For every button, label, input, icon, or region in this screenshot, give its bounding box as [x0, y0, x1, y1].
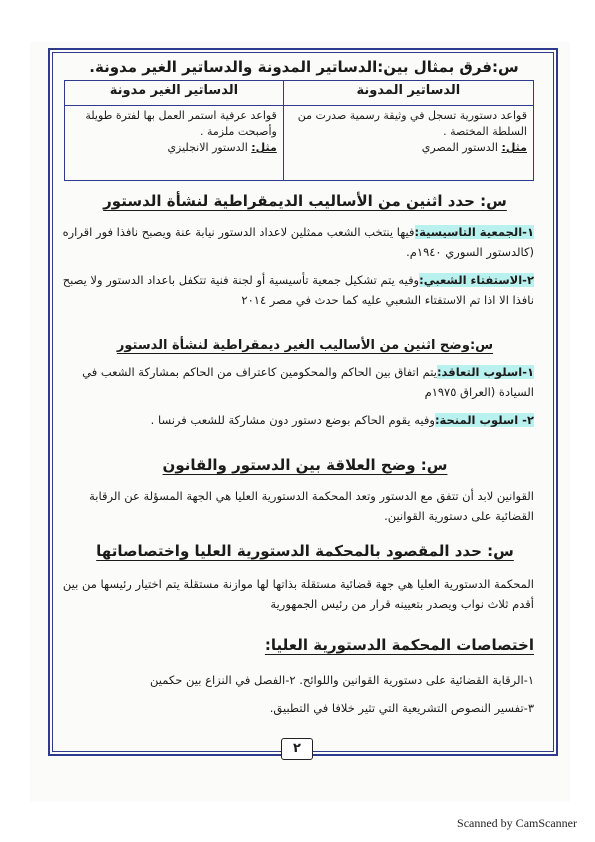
scanner-watermark: Scanned by CamScanner [457, 816, 577, 830]
written-example: الدستور المصري [421, 141, 498, 154]
q2-item2: ٢-الاستفتاء الشعبي:وفيه يتم تشكيل جمعية تأسيسية أو لجنة فنية تتكفل باعداد الدستور ولا يصبح نافذا الا اذا تم الاستفتاء الشعبي عليه كما حدث في مصر ٢٠١٤ [62, 273, 534, 307]
unwritten-example-label: مثل: [251, 141, 277, 154]
page-number: ٢ [281, 738, 313, 760]
cell-unwritten [65, 106, 284, 181]
col-header-unwritten: الدساتير الغير مدونة [65, 81, 284, 106]
cell-written [283, 106, 533, 181]
q5-item1: ١-الرقابة القضائية على دستورية القوانين واللوائح. ٢-الفصل في النزاع بين حكمين [150, 673, 534, 687]
q2-item1: ١-الجمعية التاسيسية:فيها ينتخب الشعب ممثلين لاعداد الدستور نيابة عنة ويصبح نافذا فور اقراره (كالدستور السوري ١٩٤٠م. [62, 225, 534, 259]
unwritten-definition: قواعد عرفية استمر العمل بها لفترة طويلة وأصبحت ملزمة . [85, 109, 277, 138]
q3-item1: ١-اسلوب التعاقد:يتم اتفاق بين الحاكم والمحكومين كاعتراف من الحاكم بمشاركة الشعب في السيادة (العراق ١٩٧٥م [82, 365, 534, 399]
q3-title: س:وضح اثنين من الأساليب الغير ديمقراطية لنشأة الدستور [116, 338, 494, 353]
q5-text: المحكمة الدستورية العليا هي جهة قضائية مستقلة بذاتها لها موازنة مستقلة يتم اختيار رئيسها من بين أقدم ثلاث نواب ويصدر بتعيينه قرار من رئيس الجمهورية [62, 577, 534, 611]
comparison-table [64, 80, 534, 181]
q1-title: س:فرق بمثال بين:الدساتير المدونة والدساتير الغير مدونة. [89, 58, 519, 76]
q4-title: س: وضح العلاقة بين الدستور والقانون [162, 456, 448, 474]
written-definition: قواعد دستورية تسجل في وثيقة رسمية صدرت من السلطة المختصة . [297, 109, 527, 138]
q4-text: القوانين لابد أن تتفق مع الدستور وتعد المحكمة الدستورية العليا هي الجهة المسؤلة عن الرقابة القضائية على دستورية القوانين. [89, 489, 534, 523]
q3-item2: ٢- اسلوب المنحة:وفيه يقوم الحاكم بوضع دستور دون مشاركة للشعب فرنسا . [150, 413, 534, 427]
q5-item2: ٣-تفسير النصوص التشريعية التي تثير خلافا في التطبيق. [269, 701, 534, 715]
q5-subtitle: اختصاصات المحكمة الدستورية العليا: [264, 636, 534, 654]
unwritten-example: الدستور الانجليزي [167, 141, 248, 154]
written-example-label: مثل: [501, 141, 527, 154]
q5-title: س: حدد المقصود بالمحكمة الدستورية العليا واختصاصاتها [96, 542, 514, 560]
q2-title: س: حدد اثنين من الأساليب الديمقراطية لنشأة الدستور [103, 192, 507, 210]
col-header-written: الدساتير المدونة [283, 81, 533, 106]
